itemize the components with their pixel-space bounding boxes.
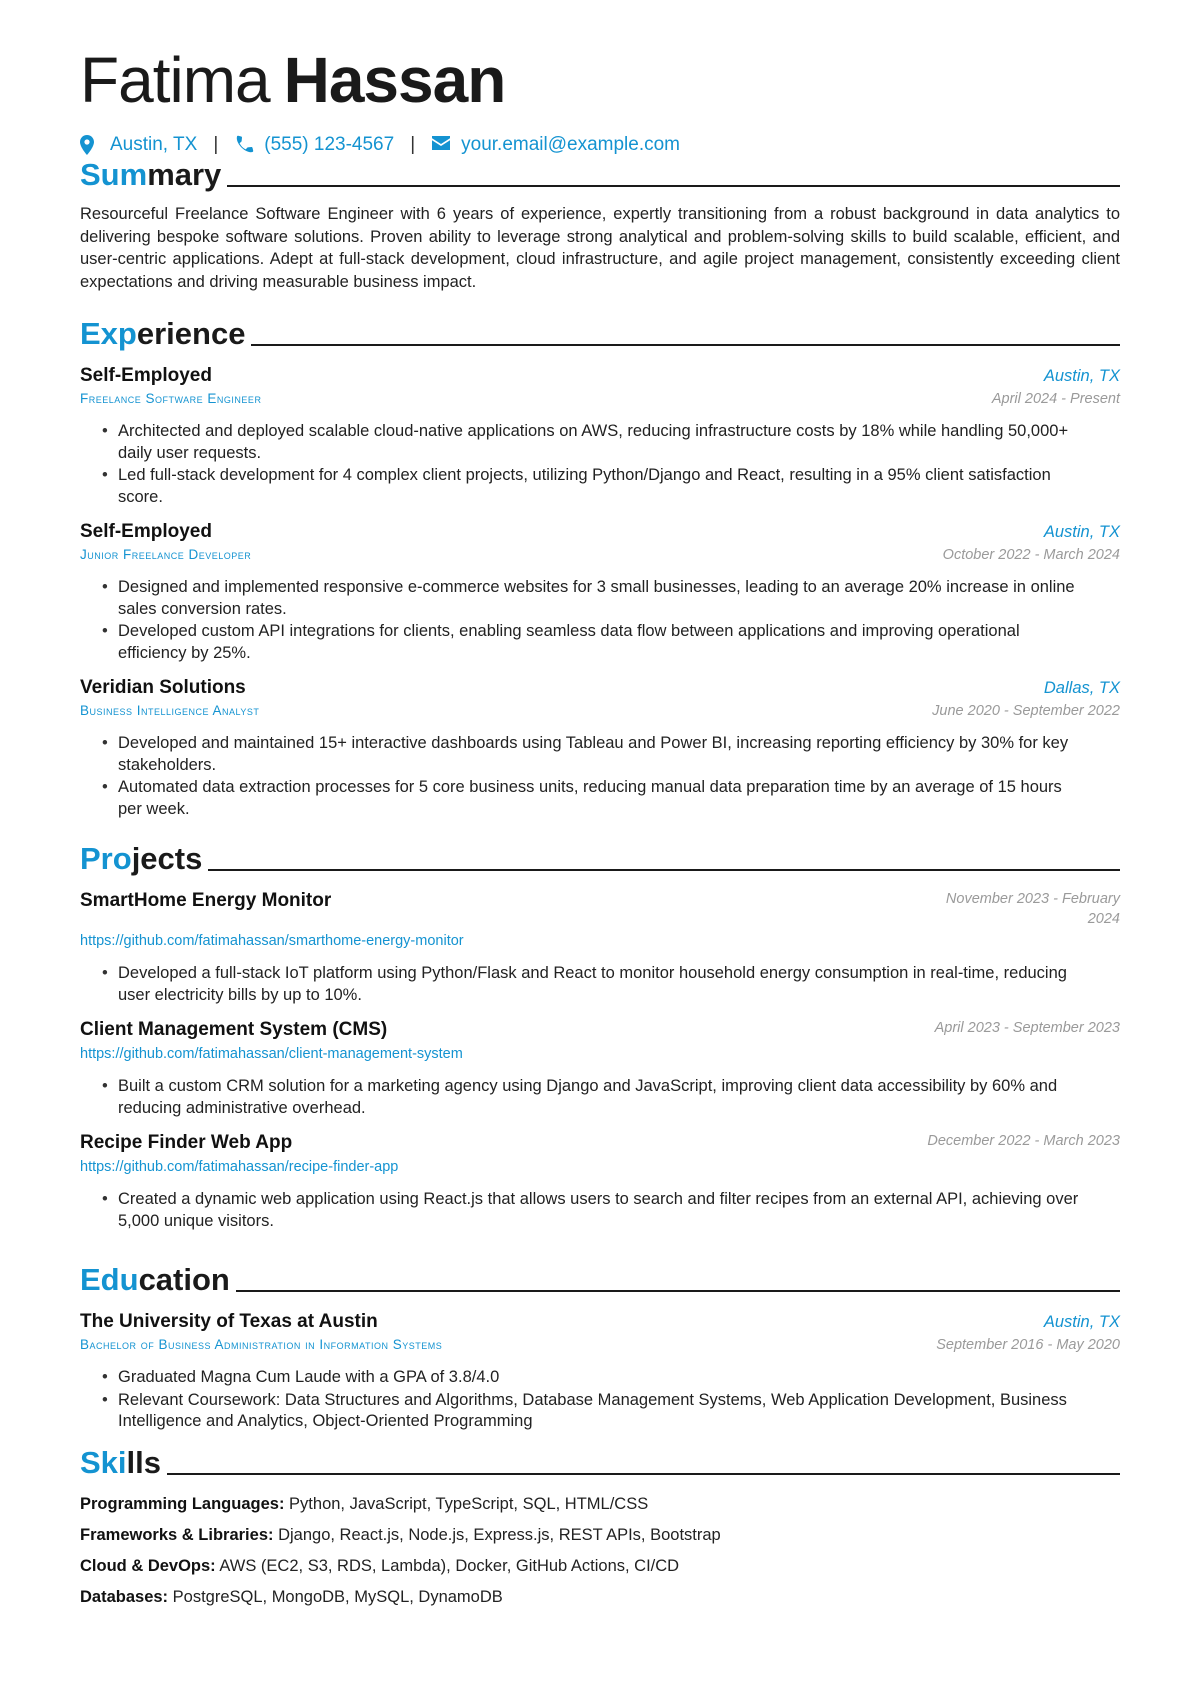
- skill-row: [80, 1555, 1120, 1577]
- bullet-item: • Built a custom CRM solution for a marketing agency using Django and JavaScript, improving client data accessibility by 60% and reducing administrative overhead.: [118, 1076, 1120, 1119]
- project-name: SmartHome Energy Monitor: [80, 890, 332, 911]
- project-entry: [80, 889, 1120, 1006]
- first-name: Fatima: [80, 44, 270, 116]
- project-name: Client Management System (CMS): [80, 1019, 388, 1040]
- contact-line: [80, 134, 680, 156]
- education-entry: [80, 1310, 1120, 1433]
- bullet-list: [80, 963, 1120, 1006]
- skill-values: PostgreSQL, MongoDB, MySQL, DynamoDB: [172, 1588, 503, 1606]
- bullet-list: [80, 733, 1120, 820]
- location-text[interactable]: Austin, TX: [110, 134, 198, 155]
- employer: Veridian Solutions: [80, 677, 246, 698]
- separator: |: [410, 134, 416, 155]
- employer: Self-Employed: [80, 365, 212, 386]
- bullet-list: [80, 421, 1120, 508]
- job-location: Austin, TX: [1043, 523, 1120, 541]
- bullet-item: • Relevant Coursework: Data Structures and Algorithms, Database Management Systems, Web Application Development, Business Intelligence and Analytics, Object-Oriented Programming: [118, 1390, 1120, 1433]
- bullet-item: • Developed custom API integrations for clients, enabling seamless data flow between applications and improving operational efficiency by 25%.: [118, 621, 1120, 664]
- section-title: Skills: [80, 1445, 161, 1480]
- employer: Self-Employed: [80, 521, 212, 542]
- project-entry: [80, 1018, 1120, 1119]
- bullet-list: [80, 1076, 1120, 1119]
- section-title: Projects: [80, 841, 203, 876]
- experience-entry: [80, 676, 1120, 820]
- summary-section: [80, 157, 1120, 293]
- skills-list: [80, 1493, 1120, 1608]
- degree: Bachelor of Business Administration in Information Systems: [80, 1337, 443, 1352]
- candidate-name: [80, 44, 505, 116]
- bullet-item: • Developed a full-stack IoT platform using Python/Flask and React to monitor household energy consumption in real-time, reducing user electricity bills by up to 10%.: [118, 963, 1120, 1006]
- last-name: Hassan: [283, 44, 506, 116]
- bullet-item: • Designed and implemented responsive e-commerce websites for 3 small businesses, leading to an average 20% increase in online sales conversion rates.: [118, 577, 1120, 620]
- section-heading: [80, 316, 1120, 352]
- education-dates: September 2016 - May 2020: [936, 1337, 1120, 1353]
- school-location: Austin, TX: [1043, 1313, 1120, 1331]
- job-title: Junior Freelance Developer: [80, 547, 252, 562]
- skill-row: [80, 1493, 1120, 1515]
- bullet-list: [80, 1189, 1120, 1232]
- bullet-list: [80, 1367, 1120, 1433]
- bullet-item: • Led full-stack development for 4 complex client projects, utilizing Python/Django and React, resulting in a 95% client satisfaction score.: [118, 465, 1120, 508]
- bullet-item: • Automated data extraction processes for 5 core business units, reducing manual data preparation time by an average of 15 hours per week.: [118, 777, 1120, 820]
- section-heading: [80, 841, 1120, 877]
- section-title: Experience: [80, 316, 246, 351]
- section-rule: [227, 185, 1120, 187]
- skill-category: Programming Languages:: [80, 1495, 285, 1513]
- job-location: Dallas, TX: [1043, 679, 1120, 697]
- skill-row: [80, 1586, 1120, 1608]
- phone-icon: [234, 135, 254, 155]
- project-dates: November 2023 - February 2024: [945, 891, 1120, 927]
- section-rule: [251, 344, 1120, 346]
- phone-text[interactable]: (555) 123-4567: [264, 134, 395, 155]
- skill-category: Cloud & DevOps:: [80, 1557, 216, 1575]
- section-heading: [80, 157, 1120, 193]
- job-location: Austin, TX: [1043, 367, 1120, 385]
- job-dates: April 2024 - Present: [991, 391, 1120, 407]
- section-title: Summary: [80, 157, 222, 192]
- project-link[interactable]: https://github.com/fatimahassan/client-management-system: [80, 1046, 463, 1062]
- project-entry: [80, 1131, 1120, 1232]
- job-dates: June 2020 - September 2022: [932, 703, 1120, 719]
- envelope-icon: [431, 135, 451, 155]
- project-link[interactable]: https://github.com/fatimahassan/smarthome-energy-monitor: [80, 933, 464, 949]
- job-title: Business Intelligence Analyst: [80, 703, 260, 718]
- map-pin-icon: [80, 135, 100, 155]
- bullet-item: • Created a dynamic web application using React.js that allows users to search and filter recipes from an external API, achieving over 5,000 unique visitors.: [118, 1189, 1120, 1232]
- separator: |: [213, 134, 219, 155]
- bullet-item: • Architected and deployed scalable cloud-native applications on AWS, reducing infrastructure costs by 18% while handling 50,000+ daily user requests.: [118, 421, 1120, 464]
- experience-section: [80, 316, 1120, 821]
- section-heading: [80, 1445, 1120, 1481]
- project-link[interactable]: https://github.com/fatimahassan/recipe-finder-app: [80, 1159, 399, 1175]
- bullet-item: • Developed and maintained 15+ interactive dashboards using Tableau and Power BI, increasing reporting efficiency by 30% for key stakeholders.: [118, 733, 1120, 776]
- section-title: Education: [80, 1262, 230, 1297]
- section-rule: [236, 1290, 1120, 1292]
- skill-category: Frameworks & Libraries:: [80, 1526, 274, 1544]
- section-rule: [208, 869, 1120, 871]
- skill-row: [80, 1524, 1120, 1546]
- project-dates: April 2023 - September 2023: [934, 1020, 1120, 1036]
- bullet-list: [80, 577, 1120, 664]
- project-name: Recipe Finder Web App: [80, 1132, 293, 1153]
- section-rule: [167, 1473, 1120, 1475]
- email-link[interactable]: your.email@example.com: [461, 134, 680, 155]
- section-heading: [80, 1262, 1120, 1298]
- skill-values: Django, React.js, Node.js, Express.js, REST APIs, Bootstrap: [278, 1526, 721, 1544]
- job-title: Freelance Software Engineer: [80, 391, 262, 406]
- experience-entry: [80, 520, 1120, 664]
- bullet-item: • Graduated Magna Cum Laude with a GPA of 3.8/4.0: [118, 1367, 1120, 1389]
- skills-section: [80, 1445, 1120, 1617]
- school-name: The University of Texas at Austin: [80, 1311, 378, 1332]
- skill-category: Databases:: [80, 1588, 169, 1606]
- projects-section: [80, 841, 1120, 1233]
- experience-entry: [80, 364, 1120, 508]
- job-dates: October 2022 - March 2024: [942, 547, 1120, 563]
- skill-values: AWS (EC2, S3, RDS, Lambda), Docker, GitHub Actions, CI/CD: [219, 1557, 680, 1575]
- education-section: [80, 1262, 1120, 1434]
- project-dates: December 2022 - March 2023: [927, 1133, 1120, 1149]
- summary-text: Resourceful Freelance Software Engineer with 6 years of experience, expertly transitioning from a robust background in data analytics to delivering bespoke software solutions. Proven ability to leverage strong analytical and problem-solving skills to build scalable, efficient, and user-centric applications. Adept at full-stack development, cloud infrastructure, and agile project management, consistently exceeding client expectations and driving measurable business impact.: [80, 205, 1120, 291]
- skill-values: Python, JavaScript, TypeScript, SQL, HTML/CSS: [289, 1495, 649, 1513]
